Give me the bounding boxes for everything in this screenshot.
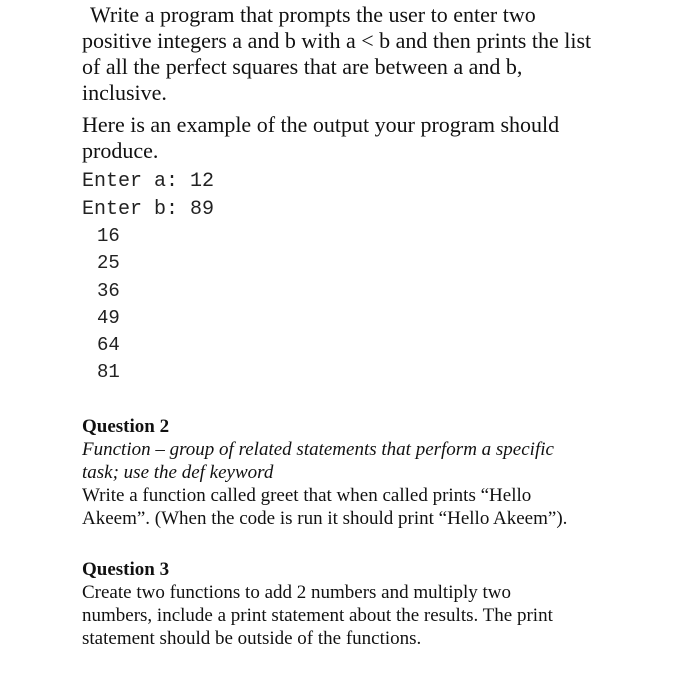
question-2-title: Question 2	[82, 416, 170, 437]
output-value: 16	[97, 225, 120, 247]
sample-input	[82, 168, 214, 224]
question-2-body-2: Akeem”. (When the code is run it should print “Hello Akeem”).	[82, 508, 568, 529]
question-2-body-1: Write a function called greet that when called prints “Hello	[82, 485, 532, 506]
question-3-body-2: numbers, include a print statement about the results. The print	[82, 605, 553, 626]
output-value: 81	[97, 361, 120, 384]
output-value: 49	[97, 306, 120, 329]
input-line-a: Enter a: 12	[82, 170, 215, 193]
output-value: 36	[97, 279, 120, 302]
sample-output	[97, 223, 120, 387]
question-2	[82, 415, 642, 530]
question-3-title: Question 3	[82, 559, 170, 580]
intro-line-3: of all the perfect squares that are between a and b,	[82, 54, 523, 79]
intro-line-4: inclusive.	[82, 80, 167, 105]
question-2-definition-2: task; use the def keyword	[82, 462, 274, 483]
intro-line-1: Write a program that prompts the user to enter two	[90, 2, 536, 27]
question-3	[82, 558, 642, 650]
intro-line-2: positive integers a and b with a < b and then prints the list	[82, 28, 592, 53]
question-3-body-3: statement should be outside of the functions.	[82, 628, 422, 649]
question-2-definition-1: Function – group of related statements that perform a specific	[82, 439, 554, 460]
question-3-body-1: Create two functions to add 2 numbers and multiply two	[82, 582, 512, 603]
input-line-b: Enter b: 89	[82, 198, 215, 221]
output-value: 64	[97, 334, 120, 357]
example-line-2: produce.	[82, 138, 159, 163]
output-value: 25	[97, 252, 120, 275]
problem-intro	[82, 2, 642, 106]
example-intro	[82, 112, 642, 164]
example-line-1: Here is an example of the output your program should	[82, 112, 560, 137]
